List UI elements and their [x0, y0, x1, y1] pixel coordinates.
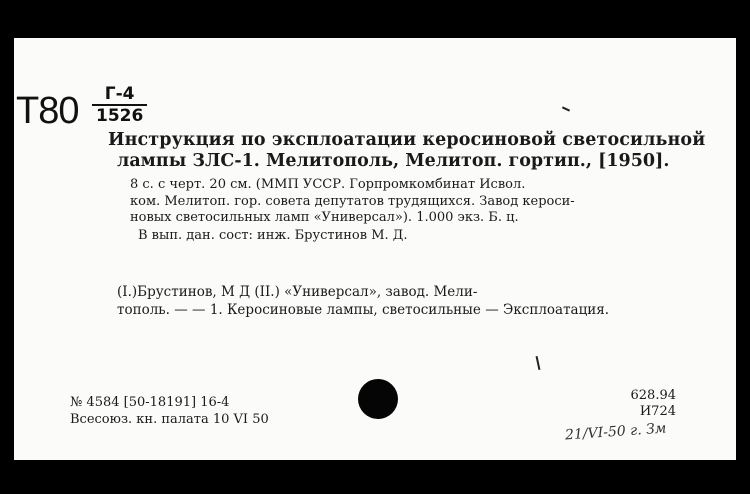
- call-fraction-top: Г-4: [92, 84, 147, 106]
- registration-number: № 4584 [50-18191] 16-4: [70, 395, 230, 410]
- description-line-1: 8 с. с черт. 20 см. (ММП УССР. Горпромкомбинат Исвол.: [130, 177, 526, 192]
- stray-mark: [562, 106, 570, 111]
- call-number-fraction: [92, 84, 147, 126]
- call-fraction-bottom: 1526: [96, 106, 144, 126]
- tracing-line-1: (I.)Брустинов, М Д (II.) «Универсал», завод. Мели-: [117, 284, 478, 300]
- stray-mark: [536, 356, 541, 370]
- publisher-line: Всесоюз. кн. палата 10 VI 50: [70, 412, 269, 427]
- classification-author-mark: И724: [639, 404, 676, 419]
- description-line-2: ком. Мелитоп. гор. совета депутатов трудящихся. Завод кероси-: [130, 194, 575, 209]
- title-line-2: лампы ЗЛС-1. Мелитополь, Мелитоп. гортип., [1950].: [117, 151, 670, 171]
- classification: [631, 388, 677, 420]
- description-line-4: В вып. дан. сост: инж. Брустинов М. Д.: [138, 228, 408, 243]
- classification-udc: 628.94: [630, 388, 676, 403]
- catalog-card: [14, 38, 736, 460]
- call-number: T80: [16, 90, 79, 132]
- tracing-line-2: тополь. — — 1. Керосиновые лампы, светосильные — Эксплоатация.: [117, 302, 610, 318]
- punch-hole: [358, 379, 398, 419]
- handwritten-note: 21/VI-50 г. Зм: [564, 420, 667, 444]
- description-line-3: новых светосильных ламп «Универсал»). 1.000 экз. Б. ц.: [130, 210, 519, 225]
- title-line-1: Инструкция по эксплоатации керосиновой светосильной: [108, 130, 706, 150]
